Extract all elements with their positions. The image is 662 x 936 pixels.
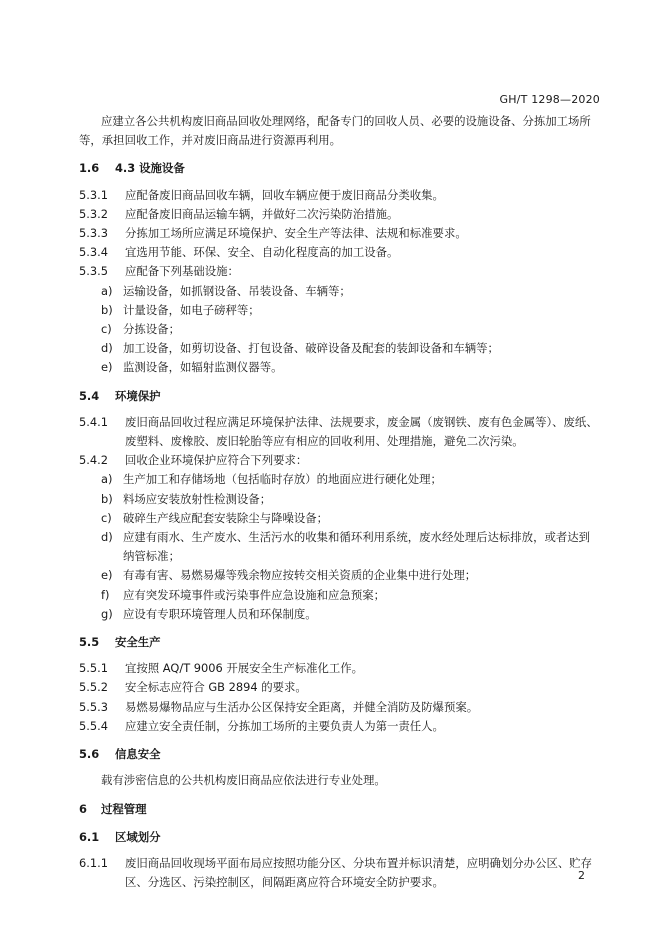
list-text: 加工设备，如剪切设备、打包设备、破碎设备及配套的装卸设备和车辆等； <box>123 341 499 356</box>
list-text: 监测设备，如辐射监测仪器等。 <box>123 360 283 375</box>
list-item <box>79 566 599 585</box>
section-number: 5.4 <box>79 388 100 403</box>
list-item <box>79 339 599 358</box>
list-text: 料场应安装放射性检测设备； <box>123 491 272 506</box>
list-marker: e) <box>101 568 113 583</box>
clause-text: 回收企业环境保护应符合下列要求： <box>125 453 308 468</box>
list-marker: d) <box>101 341 113 356</box>
clause-text: 易燃易爆物品应与生活办公区保持安全距离，并健全消防及防爆预案。 <box>125 699 479 714</box>
list-text: 应有突发环境事件或污染事件应急设施和应急预案； <box>123 587 385 602</box>
list-marker: b) <box>101 302 113 317</box>
list-text: 生产加工和存储场地（包括临时存放）的地面应进行硬化处理； <box>123 472 442 487</box>
document-body <box>79 112 599 892</box>
list-item <box>79 282 599 301</box>
list-marker: a) <box>101 283 113 298</box>
section-heading-5-5 <box>79 633 599 652</box>
clause-text: 应配备下列基础设施： <box>125 264 239 279</box>
list-text: 运输设备，如抓钢设备、吊装设备、车辆等； <box>123 283 351 298</box>
clause-text: 应配备废旧商品回收车辆，回收车辆应便于废旧商品分类收集。 <box>125 187 444 202</box>
clause-5-4-1 <box>79 413 599 451</box>
list-item <box>79 586 599 605</box>
list-item <box>79 358 599 377</box>
list-marker: d) <box>101 530 113 545</box>
clause-text: 应建立安全责任制，分拣加工场所的主要负责人为第一责任人。 <box>125 718 444 733</box>
clause-5-3-5 <box>79 262 599 281</box>
clause-number: 6.1.1 <box>79 855 108 870</box>
standard-number: GH/T 1298—2020 <box>499 93 600 106</box>
clause-5-5-2 <box>79 678 599 697</box>
clause-number: 5.3.5 <box>79 264 108 279</box>
section-number: 5.6 <box>79 747 100 762</box>
clause-5-5-3 <box>79 698 599 717</box>
clause-number: 5.3.2 <box>79 206 108 221</box>
clause-number: 5.5.4 <box>79 718 108 733</box>
list-item <box>79 509 599 528</box>
clause-text: 宜按照 AQ/T 9006 开展安全生产标准化工作。 <box>125 661 364 676</box>
list-text: 计量设备，如电子磅秤等； <box>123 302 260 317</box>
clause-5-5-1 <box>79 659 599 678</box>
list-text: 应建有雨水、生产废水、生活污水的收集和循环利用系统，废水经处理后达标排放，或者达到纳管标准； <box>123 530 591 564</box>
info-security-paragraph: 载有涉密信息的公共机构废旧商品应依法进行专业处理。 <box>101 773 386 788</box>
clause-6-1-1 <box>79 854 599 892</box>
clause-5-3-1 <box>79 186 599 205</box>
clause-number: 5.5.3 <box>79 699 108 714</box>
section-heading-5-6 <box>79 745 599 764</box>
list-text: 破碎生产线应配套安装除尘与降噪设备； <box>123 510 329 525</box>
section-heading-1-6 <box>79 159 599 178</box>
list-item <box>79 605 599 624</box>
clause-text: 分拣加工场所应满足环境保护、安全生产等法律、法规和标准要求。 <box>125 226 467 241</box>
clause-number: 5.3.3 <box>79 226 108 241</box>
list-marker: b) <box>101 491 113 506</box>
clause-text: 宜选用节能、环保、安全、自动化程度高的加工设备。 <box>125 245 399 260</box>
clause-text: 安全标志应符合 GB 2894 的要求。 <box>125 680 307 695</box>
section-title: 安全生产 <box>115 635 161 650</box>
list-marker: c) <box>101 510 112 525</box>
list-item <box>79 301 599 320</box>
list-marker: a) <box>101 472 113 487</box>
clause-number: 5.3.1 <box>79 187 108 202</box>
section-heading-6-1 <box>79 828 599 847</box>
intro-paragraph: 应建立各公共机构废旧商品回收处理网络，配备专门的回收人员、必要的设施设备、分拣加工场所等，承担回收工作，并对废旧商品进行资源再利用。 <box>79 114 591 148</box>
clause-number: 5.4.1 <box>79 414 108 429</box>
clause-5-3-4 <box>79 243 599 262</box>
list-marker: c) <box>101 322 112 337</box>
list-item <box>79 528 599 566</box>
clause-number: 5.3.4 <box>79 245 108 260</box>
section-title: 区域划分 <box>115 829 161 844</box>
clause-text: 废旧商品回收过程应满足环境保护法律、法规要求，废金属（废钢铁、废有色金属等）、废纸、废塑料、废橡胶、废旧轮胎等应有相应的回收利用、处理措施，避免二次污染。 <box>125 414 598 449</box>
section-title: 4.3 设施设备 <box>115 161 185 176</box>
clause-text: 废旧商品回收现场平面布局应按照功能分区、分块布置并标识清楚，应明确划分办公区、贮存区、分选区、污染控制区，间隔距离应符合环境安全防护要求。 <box>125 855 593 890</box>
clause-number: 5.5.1 <box>79 661 108 676</box>
list-marker: f) <box>101 587 110 602</box>
list-item <box>79 470 599 489</box>
section-number: 5.5 <box>79 635 100 650</box>
list-item <box>79 320 599 339</box>
clause-5-4-2 <box>79 451 599 470</box>
list-text: 应设有专职环境管理人员和环保制度。 <box>123 606 317 621</box>
clause-5-5-4 <box>79 717 599 736</box>
page-number: 2 <box>578 869 585 882</box>
section-number: 6.1 <box>79 829 100 844</box>
list-marker: g) <box>101 606 113 621</box>
clause-5-3-3 <box>79 224 599 243</box>
section-title: 信息安全 <box>115 747 161 762</box>
list-item <box>79 490 599 509</box>
chapter-title: 过程管理 <box>101 801 147 816</box>
clause-text: 应配备废旧商品运输车辆，并做好二次污染防治措施。 <box>125 206 399 221</box>
clause-5-3-2 <box>79 205 599 224</box>
list-marker: e) <box>101 360 113 375</box>
chapter-heading-6 <box>79 800 599 819</box>
clause-number: 5.4.2 <box>79 453 108 468</box>
section-number: 1.6 <box>79 161 100 176</box>
section-heading-5-4 <box>79 387 599 406</box>
section-title: 环境保护 <box>115 388 161 403</box>
clause-number: 5.5.2 <box>79 680 108 695</box>
chapter-number: 6 <box>79 801 87 816</box>
list-text: 分拣设备； <box>123 322 180 337</box>
list-text: 有毒有害、易燃易爆等残余物应按转交相关资质的企业集中进行处理； <box>123 568 477 583</box>
